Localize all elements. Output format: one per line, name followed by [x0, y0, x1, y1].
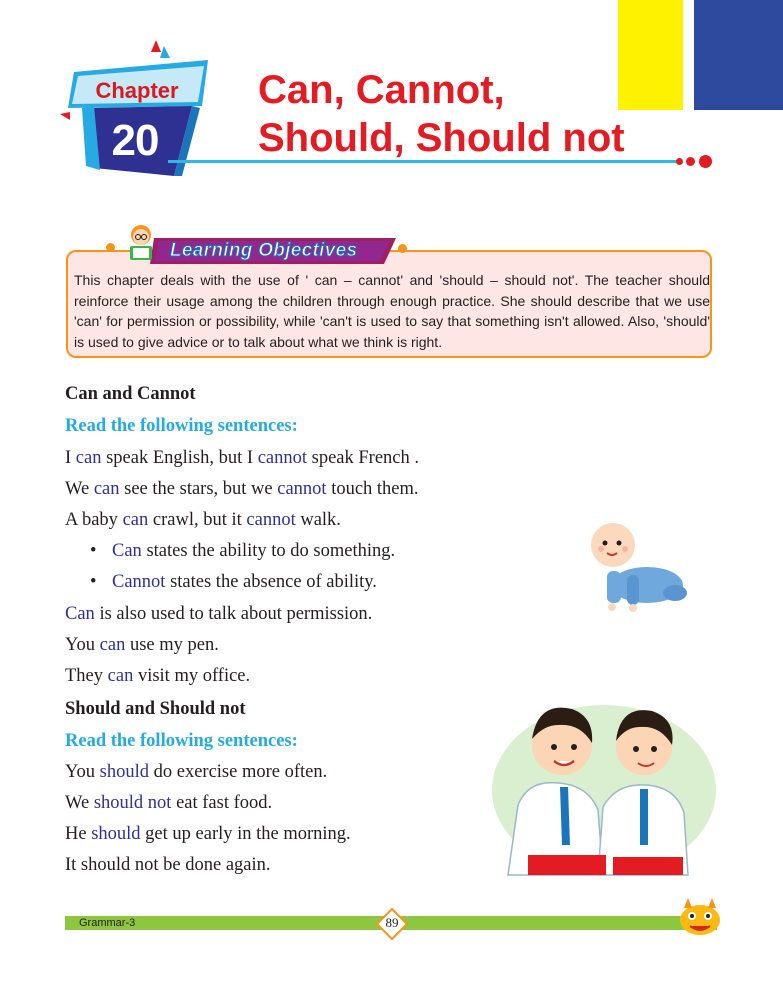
crawling-baby-illustration	[585, 515, 690, 615]
learning-objectives-banner	[150, 238, 396, 264]
sentence: You can use my pen.	[65, 635, 219, 655]
learning-objectives-title: Learning Objectives	[170, 240, 358, 261]
corner-yellow-block	[618, 0, 683, 110]
section-heading-can: Can and Cannot	[65, 384, 196, 404]
footer-book-label: Grammar-3	[79, 917, 136, 929]
chapter-number: 20	[111, 116, 159, 165]
sentence: We should not eat fast food.	[65, 793, 273, 813]
sentence: He should get up early in the morning.	[65, 824, 351, 844]
sentence: You should do exercise more often.	[65, 762, 328, 782]
title-underline	[168, 160, 678, 163]
sentence: Can is also used to talk about permission.	[65, 604, 373, 624]
page-number-badge	[376, 908, 408, 940]
chapter-word: Chapter	[95, 78, 179, 103]
bullet-item: • Can states the ability to do something.	[90, 541, 396, 561]
corner-blue-block	[694, 0, 783, 110]
sentence: They can visit my office.	[65, 666, 251, 686]
orange-dot	[398, 244, 407, 253]
sentence: It should not be done again.	[65, 855, 271, 875]
title-dots	[676, 155, 716, 169]
sentence: I can speak English, but I cannot speak French .	[65, 448, 419, 468]
sentence: We can see the stars, but we cannot touch them.	[65, 479, 419, 499]
cartoon-mascot-icon	[676, 898, 724, 938]
sentence: A baby can crawl, but it cannot walk.	[65, 510, 341, 530]
chapter-badge	[60, 36, 220, 186]
section-subheading: Read the following sentences:	[65, 416, 298, 436]
section-heading-should: Should and Should not	[65, 699, 246, 719]
bullet-item: • Cannot states the absence of ability.	[90, 572, 377, 592]
section-subheading: Read the following sentences:	[65, 731, 298, 751]
page-title	[258, 66, 625, 162]
page-number: 89	[385, 915, 399, 930]
two-schoolboys-talking-illustration	[488, 695, 720, 880]
title-line-2: Should, Should not	[258, 116, 625, 160]
title-line-1: Can, Cannot,	[258, 68, 505, 112]
teacher-icon	[124, 222, 158, 262]
orange-dot	[106, 243, 115, 252]
learning-objectives-text: This chapter deals with the use of ' can – cannot' and 'should – should not'. The teacher should reinforce their usage among the children through enough practice. She should describe that we use 'can' for permission or possibility, while 'can't is used to say that something isn't allowed. Also, 'should' is used to give advice or to talk about what we think is right.	[74, 272, 710, 350]
